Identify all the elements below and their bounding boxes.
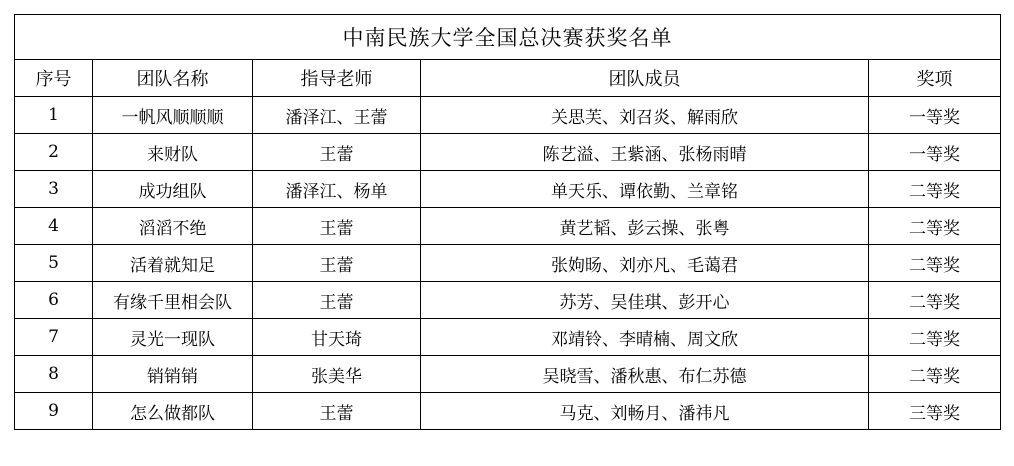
cell-seq: 5: [15, 245, 93, 282]
table-row: [15, 245, 1001, 282]
column-header-award: 奖项: [869, 60, 1001, 97]
table-body: [15, 15, 1001, 430]
cell-teacher: 王蕾: [253, 393, 421, 430]
cell-team: 滔滔不绝: [93, 208, 253, 245]
table-row: [15, 282, 1001, 319]
cell-award: 三等奖: [869, 393, 1001, 430]
cell-teacher: 王蕾: [253, 282, 421, 319]
table-row: [15, 134, 1001, 171]
cell-award: 一等奖: [869, 97, 1001, 134]
cell-award: 一等奖: [869, 134, 1001, 171]
cell-award: 二等奖: [869, 356, 1001, 393]
cell-teacher: 潘泽江、王蕾: [253, 97, 421, 134]
award-table-container: [14, 14, 1000, 430]
cell-team: 成功组队: [93, 171, 253, 208]
cell-seq: 7: [15, 319, 93, 356]
cell-members: 邓靖铃、李晴楠、周文欣: [421, 319, 869, 356]
cell-members: 关思芙、刘召炎、解雨欣: [421, 97, 869, 134]
table-row: [15, 393, 1001, 430]
document-title: 中南民族大学全国总决赛获奖名单: [15, 15, 1001, 60]
cell-teacher: 王蕾: [253, 245, 421, 282]
cell-team: 怎么做都队: [93, 393, 253, 430]
table-row: [15, 97, 1001, 134]
cell-members: 苏芳、吴佳琪、彭开心: [421, 282, 869, 319]
cell-teacher: 潘泽江、杨单: [253, 171, 421, 208]
cell-seq: 8: [15, 356, 93, 393]
cell-team: 灵光一现队: [93, 319, 253, 356]
cell-seq: 4: [15, 208, 93, 245]
cell-members: 陈艺溢、王紫涵、张杨雨晴: [421, 134, 869, 171]
cell-members: 张姁旸、刘亦凡、毛蔼君: [421, 245, 869, 282]
cell-team: 销销销: [93, 356, 253, 393]
table-row: [15, 356, 1001, 393]
award-table: [14, 14, 1001, 430]
cell-award: 二等奖: [869, 282, 1001, 319]
cell-award: 二等奖: [869, 319, 1001, 356]
cell-teacher: 张美华: [253, 356, 421, 393]
column-header-team: 团队名称: [93, 60, 253, 97]
column-header-members: 团队成员: [421, 60, 869, 97]
cell-seq: 9: [15, 393, 93, 430]
cell-team: 一帆风顺顺顺: [93, 97, 253, 134]
table-row: [15, 171, 1001, 208]
cell-seq: 1: [15, 97, 93, 134]
cell-seq: 6: [15, 282, 93, 319]
cell-teacher: 甘天琦: [253, 319, 421, 356]
cell-members: 单天乐、谭依勤、兰章铭: [421, 171, 869, 208]
table-row: [15, 319, 1001, 356]
table-title-row: [15, 15, 1001, 60]
cell-award: 二等奖: [869, 171, 1001, 208]
table-row: [15, 208, 1001, 245]
cell-teacher: 王蕾: [253, 208, 421, 245]
table-header-row: [15, 60, 1001, 97]
cell-members: 吴晓雪、潘秋惠、布仁苏德: [421, 356, 869, 393]
cell-members: 马克、刘畅月、潘祎凡: [421, 393, 869, 430]
cell-members: 黄艺韬、彭云操、张粤: [421, 208, 869, 245]
cell-teacher: 王蕾: [253, 134, 421, 171]
column-header-teacher: 指导老师: [253, 60, 421, 97]
cell-team: 有缘千里相会队: [93, 282, 253, 319]
cell-award: 二等奖: [869, 245, 1001, 282]
cell-team: 活着就知足: [93, 245, 253, 282]
cell-seq: 2: [15, 134, 93, 171]
cell-award: 二等奖: [869, 208, 1001, 245]
cell-team: 来财队: [93, 134, 253, 171]
cell-seq: 3: [15, 171, 93, 208]
column-header-seq: 序号: [15, 60, 93, 97]
